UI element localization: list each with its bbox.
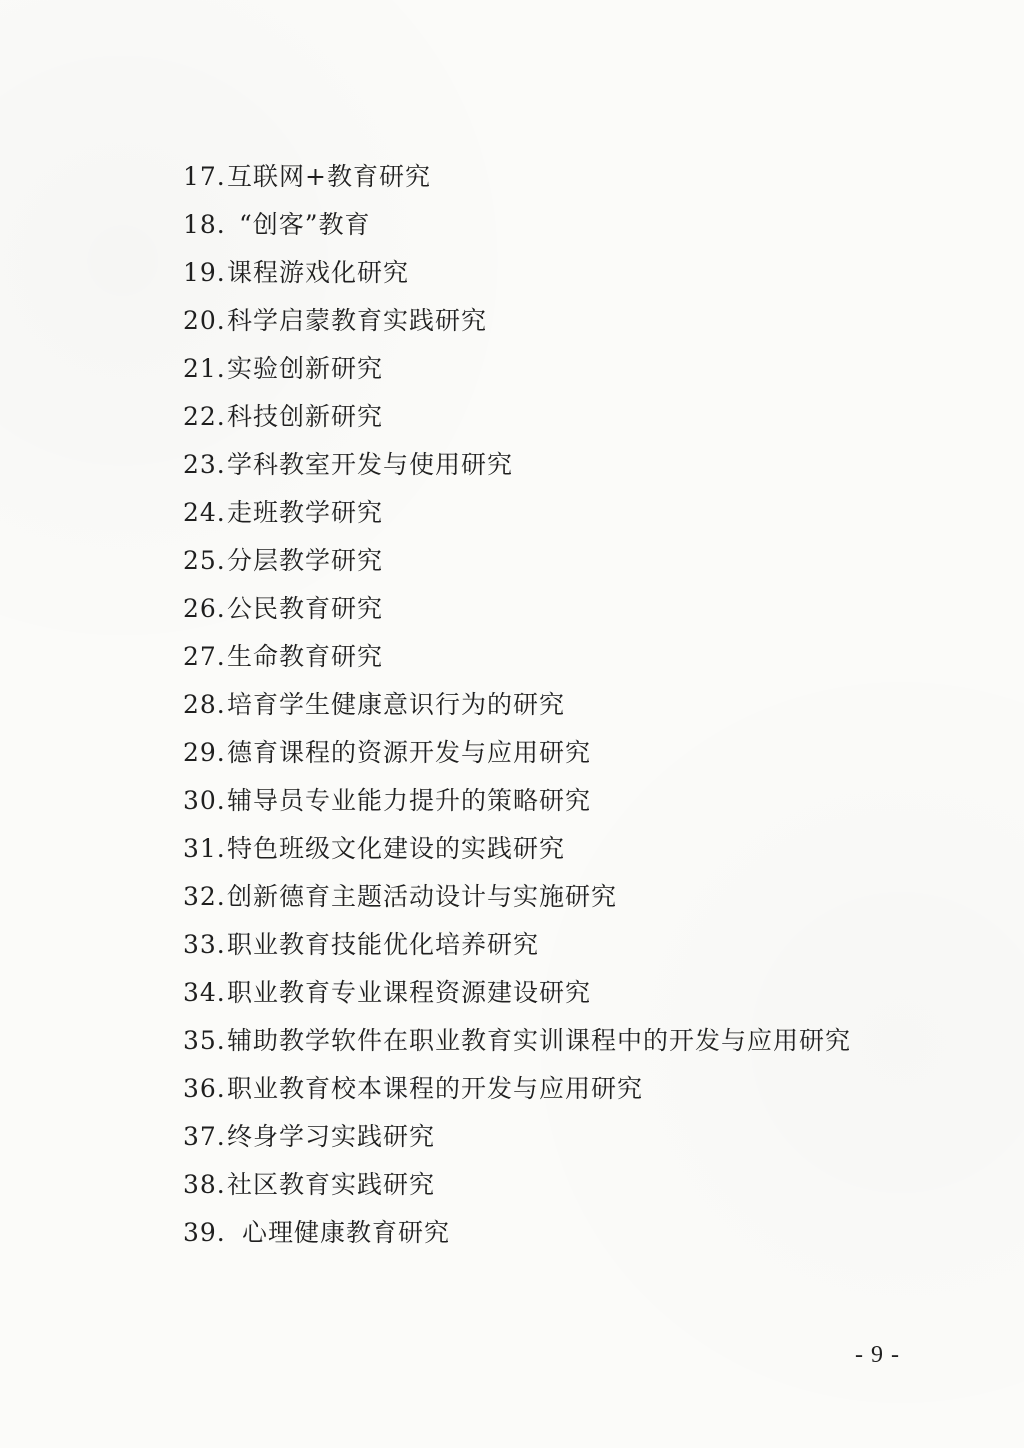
item-text: 德育课程的资源开发与应用研究	[227, 738, 592, 767]
list-item	[183, 969, 943, 1017]
item-number: 25.	[183, 546, 226, 575]
list-item	[183, 489, 943, 537]
list-item	[183, 1113, 943, 1161]
item-text: 科技创新研究	[227, 402, 384, 431]
item-number: 36.	[183, 1074, 226, 1103]
item-number: 22.	[183, 402, 226, 431]
list-item	[183, 585, 943, 633]
item-number: 35.	[183, 1026, 226, 1055]
item-text: 培育学生健康意识行为的研究	[227, 690, 566, 719]
item-number: 39.	[183, 1218, 226, 1247]
list-item	[183, 873, 943, 921]
list-item	[183, 441, 943, 489]
item-number: 18.	[183, 210, 226, 239]
item-text: 社区教育实践研究	[227, 1170, 436, 1199]
page-number: - 9 -	[855, 1342, 900, 1368]
list-item	[183, 1065, 943, 1113]
item-number: 30.	[183, 786, 226, 815]
list-item	[183, 153, 943, 201]
item-text: 辅助教学软件在职业教育实训课程中的开发与应用研究	[227, 1026, 852, 1055]
item-text: 学科教室开发与使用研究	[227, 450, 514, 479]
list-item	[183, 921, 943, 969]
item-text: 职业教育校本课程的开发与应用研究	[227, 1074, 644, 1103]
item-text: 创新德育主题活动设计与实施研究	[227, 882, 618, 911]
item-text: 走班教学研究	[227, 498, 384, 527]
list-item	[183, 681, 943, 729]
item-number: 31.	[183, 834, 226, 863]
list-item	[183, 249, 943, 297]
item-number: 29.	[183, 738, 226, 767]
item-text: 分层教学研究	[227, 546, 384, 575]
item-text: 辅导员专业能力提升的策略研究	[227, 786, 592, 815]
list-item	[183, 345, 943, 393]
list-item	[183, 537, 943, 585]
item-number: 33.	[183, 930, 226, 959]
item-number: 24.	[183, 498, 226, 527]
item-number: 20.	[183, 306, 226, 335]
item-number: 32.	[183, 882, 226, 911]
list-item	[183, 777, 943, 825]
item-text: 课程游戏化研究	[227, 258, 410, 287]
item-text: 心理健康教育研究	[242, 1218, 451, 1247]
item-text: 互联网+教育研究	[227, 162, 431, 191]
item-number: 26.	[183, 594, 226, 623]
item-number: 37.	[183, 1122, 226, 1151]
list-item	[183, 201, 943, 249]
list-item	[183, 1017, 943, 1065]
item-number: 27.	[183, 642, 226, 671]
item-text: “创客”教育	[239, 210, 371, 239]
item-text: 职业教育技能优化培养研究	[227, 930, 540, 959]
item-number: 19.	[183, 258, 226, 287]
item-text: 生命教育研究	[227, 642, 384, 671]
item-number: 28.	[183, 690, 226, 719]
item-text: 终身学习实践研究	[227, 1122, 436, 1151]
list-item	[183, 825, 943, 873]
item-number: 38.	[183, 1170, 226, 1199]
research-topic-list	[183, 153, 943, 1257]
list-item	[183, 633, 943, 681]
item-number: 34.	[183, 978, 226, 1007]
list-item	[183, 1209, 943, 1257]
item-number: 17.	[183, 162, 226, 191]
list-item	[183, 729, 943, 777]
list-item	[183, 297, 943, 345]
item-text: 科学启蒙教育实践研究	[227, 306, 488, 335]
item-text: 实验创新研究	[227, 354, 384, 383]
item-text: 职业教育专业课程资源建设研究	[227, 978, 592, 1007]
item-text: 公民教育研究	[227, 594, 384, 623]
item-text: 特色班级文化建设的实践研究	[227, 834, 566, 863]
item-number: 23.	[183, 450, 226, 479]
list-item	[183, 1161, 943, 1209]
list-item	[183, 393, 943, 441]
item-number: 21.	[183, 354, 226, 383]
